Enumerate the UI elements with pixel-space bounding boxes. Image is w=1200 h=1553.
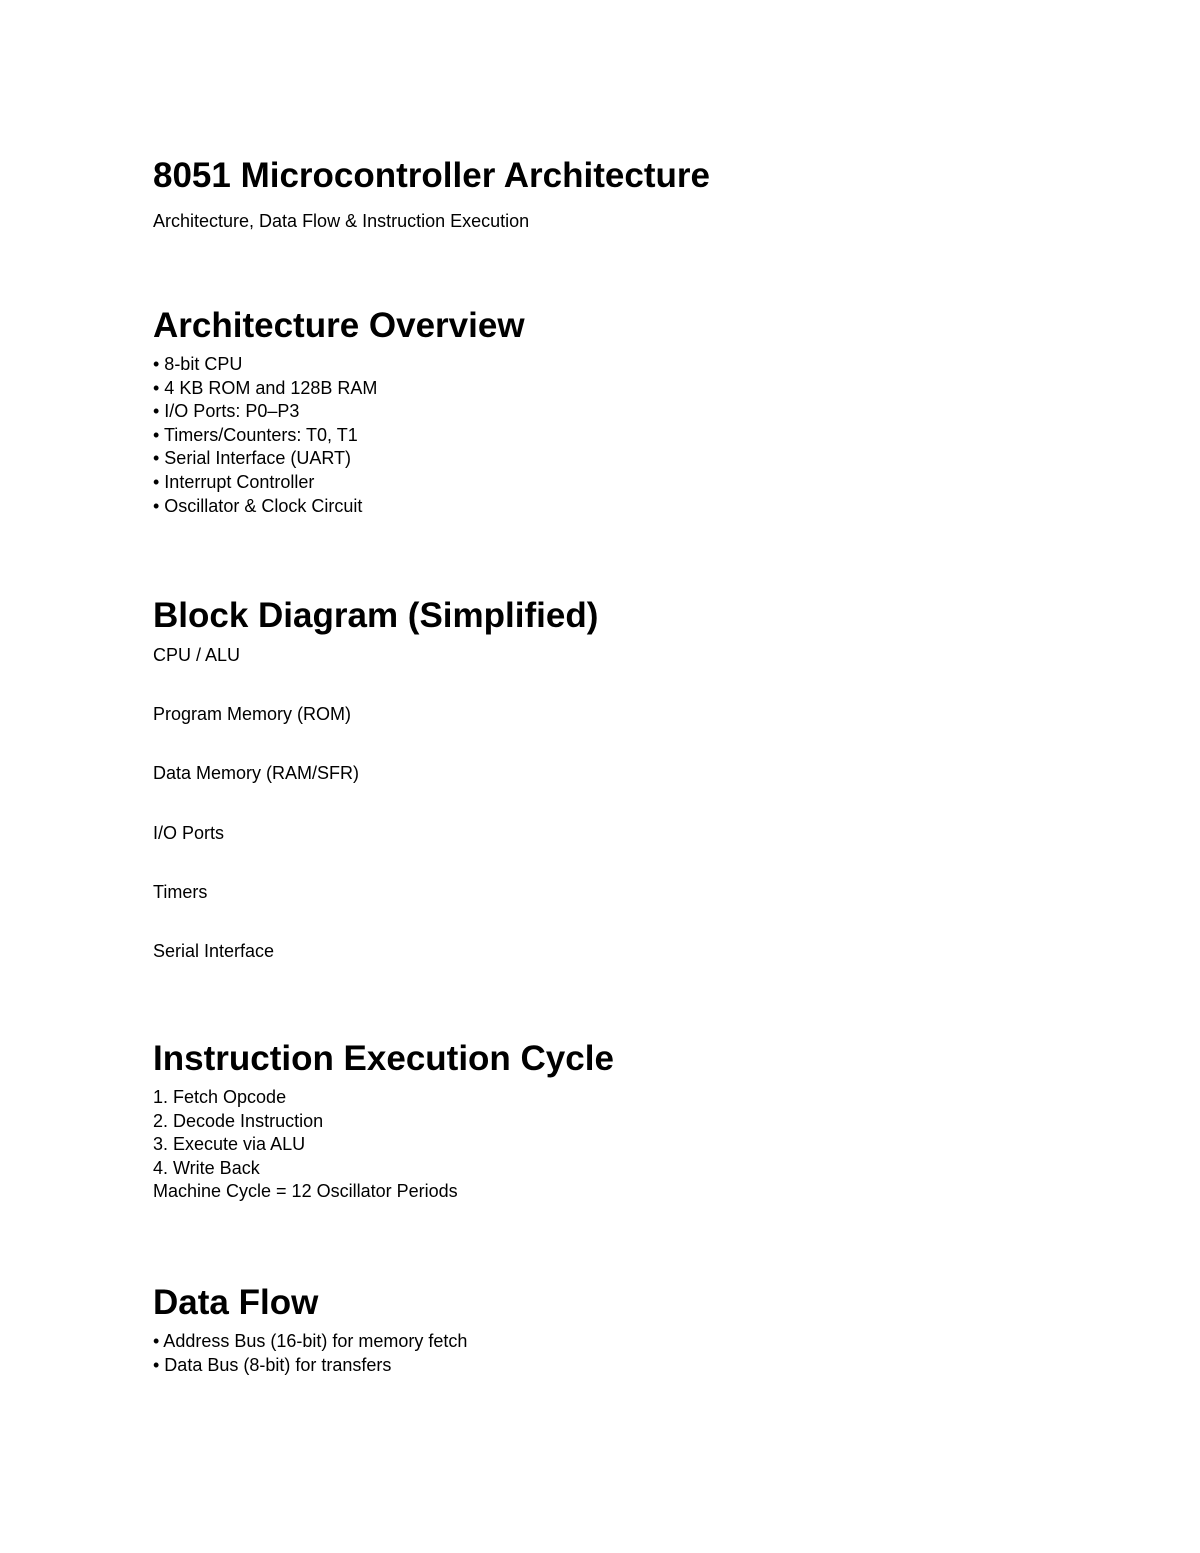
section-heading: Architecture Overview <box>153 306 525 345</box>
block-item: CPU / ALU <box>153 645 241 665</box>
section-data-flow <box>153 1281 467 1377</box>
list-item: • Data Bus (8-bit) for transfers <box>153 1354 392 1375</box>
section-architecture-overview <box>153 304 525 518</box>
step-item: 4. Write Back <box>153 1157 260 1178</box>
step-item: 3. Execute via ALU <box>153 1134 306 1155</box>
bullet-list <box>153 1330 467 1377</box>
section-heading: Data Flow <box>153 1283 319 1322</box>
block-item: Timers <box>153 881 208 902</box>
step-item: 2. Decode Instruction <box>153 1110 324 1131</box>
machine-cycle-note: Machine Cycle = 12 Oscillator Periods <box>153 1181 458 1202</box>
step-list <box>153 1086 614 1204</box>
list-item: • Serial Interface (UART) <box>153 448 352 469</box>
block-list <box>153 643 598 998</box>
section-heading: Block Diagram (Simplified) <box>153 596 599 635</box>
block-item: I/O Ports <box>153 822 225 843</box>
section-block-diagram <box>153 594 598 998</box>
section-heading: Instruction Execution Cycle <box>153 1039 614 1078</box>
list-item: • 8-bit CPU <box>153 354 243 374</box>
section-instruction-execution-cycle <box>153 1037 614 1204</box>
list-item: • 4 KB ROM and 128B RAM <box>153 377 378 398</box>
block-item: Program Memory (ROM) <box>153 704 352 725</box>
step-item: 1. Fetch Opcode <box>153 1087 287 1107</box>
list-item: • Interrupt Controller <box>153 471 315 492</box>
block-item: Serial Interface <box>153 940 275 961</box>
list-item: • Oscillator & Clock Circuit <box>153 495 363 516</box>
bullet-list <box>153 353 525 518</box>
document-subtitle: Architecture, Data Flow & Instruction Execution <box>153 211 530 231</box>
list-item: • Timers/Counters: T0, T1 <box>153 424 358 445</box>
list-item: • Address Bus (16-bit) for memory fetch <box>153 1331 468 1351</box>
document-title: 8051 Microcontroller Architecture <box>153 156 710 195</box>
list-item: • I/O Ports: P0–P3 <box>153 401 300 422</box>
block-item: Data Memory (RAM/SFR) <box>153 763 360 784</box>
